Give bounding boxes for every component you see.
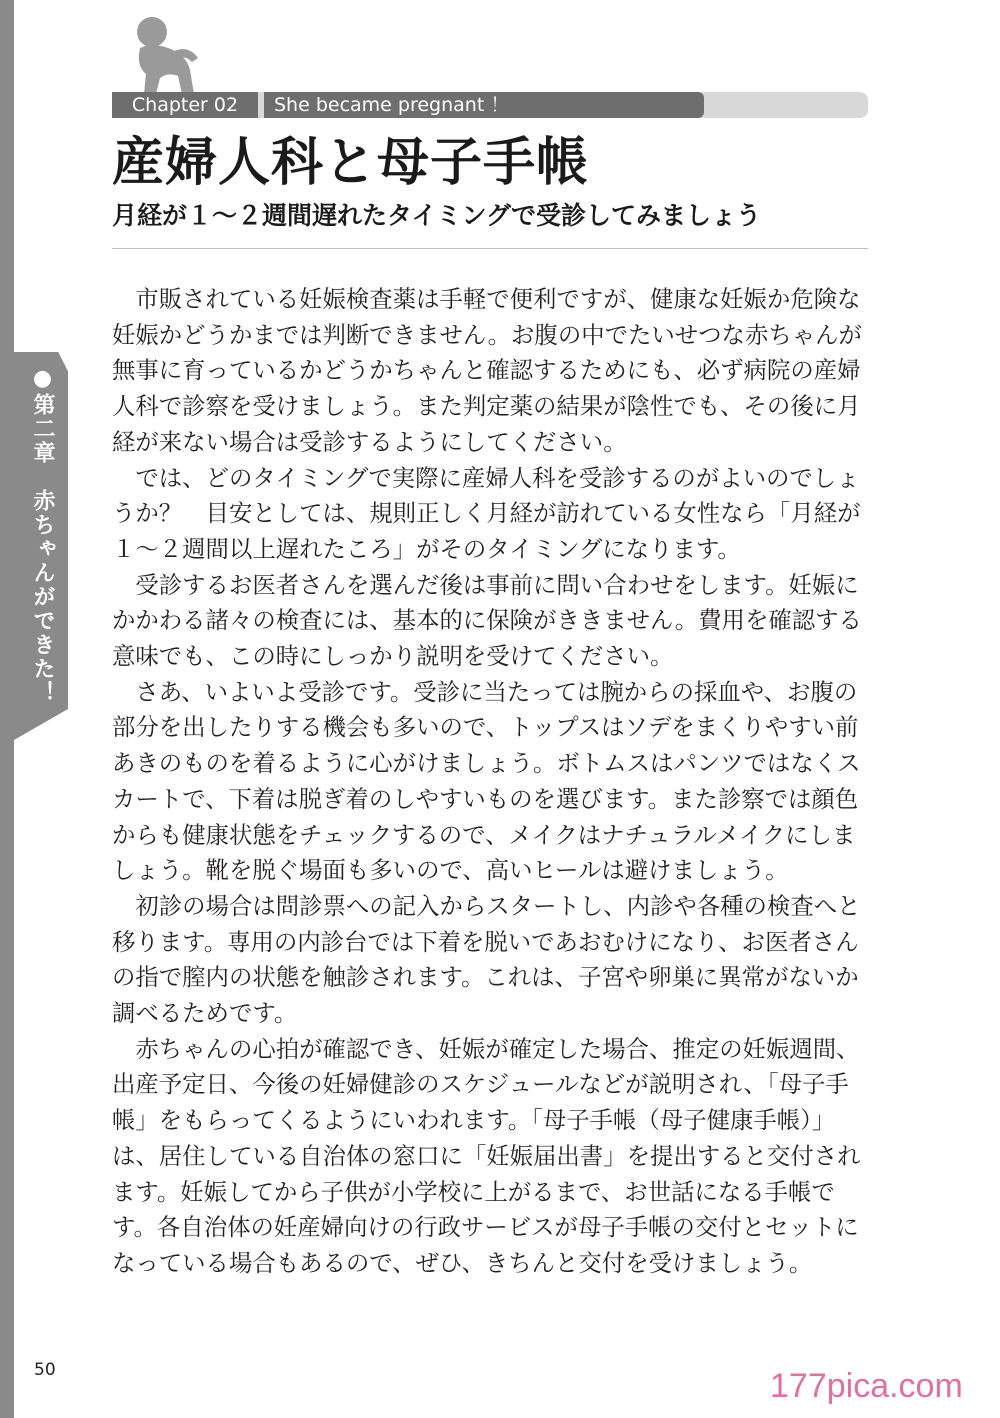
chapter-side-tab-text: ●第二章 赤ちゃんができた！ [30,366,55,705]
page-subtitle: 月経が１～２週間遅れたタイミングで受診してみましょう [112,201,762,230]
title-divider [112,248,868,249]
paragraph: 市販されている妊娠検査薬は手軽で便利ですが、健康な妊娠か危険な妊娠かどうかまでは判断できません。お腹の中でたいせつな赤ちゃんが無事に育っているかどうかちゃんと確認するためにも、必ず病院の産婦人科で診察を受けましょう。また判定薬の結果が陰性でも、その後に月経が来ない場合は受診するようにしてください。 [112,285,862,456]
chapter-banner [112,92,868,118]
paragraph: 赤ちゃんの心拍が確認でき、妊娠が確定した場合、推定の妊娠週間、出産予定日、今後の妊婦健診のスケジュールなどが説明され、「母子手帳」をもらってくるようにいわれます。「母子手帳（母子健康手帳）」は、居住している自治体の窓口に「妊娠届出書」を提出すると交付されます。妊娠してから子供が小学校に上がるまで、お世話になる手帳です。各自治体の妊産婦向けの行政サービスが母子手帳の交付とセットになっている場合もあるので、ぜひ、きちんと交付を受けましょう。 [112,1034,861,1277]
page-title: 産婦人科と母子手帳 [112,133,590,193]
page-number: 50 [34,1360,56,1380]
paragraph: 初診の場合は問診票への記入からスタートし、内診や各種の検査へと移ります。専用の内診台では下着を脱いであおむけになり、お医者さんの指で膣内の状態を触診されます。これは、子宮や卵巣に異常がないか調べるためです。 [112,891,861,1028]
paragraph: 受診するお医者さんを選んだ後は事前に問い合わせをします。妊娠にかかわる諸々の検査には、基本的に保険がききません。費用を確認する意味でも、この時にしっかり説明を受けてください。 [112,570,862,671]
watermark: 177pica.com [770,1367,963,1405]
paragraph: さあ、いよいよ受診です。受診に当たっては腕からの採血や、お腹の部分を出したりする機会も多いので、トップスはソデをまくりやすい前あきのものを着るように心がけましょう。ボトムスはパンツではなくスカートで、下着は脱ぎ着のしやすいものを選びます。また診察では顔色からも健康状態をチェックするので、メイクはナチュラルメイクにしましょう。靴を脱ぐ場面も多いので、高いヒールは避けましょう。 [112,677,861,885]
body-text [112,282,872,1282]
left-edge-bar [0,0,14,1418]
chapter-label: Chapter 02 [112,92,258,118]
crawling-baby-icon [128,14,202,96]
chapter-english-title: She became pregnant ！ [264,92,704,118]
paragraph: では、どのタイミングで実際に産婦人科を受診するのがよいのでしょうか？ 目安としては、規則正しく月経が訪れている女性なら「月経が１～２週間以上遅れたころ」がそのタイミングになります。 [112,463,861,563]
